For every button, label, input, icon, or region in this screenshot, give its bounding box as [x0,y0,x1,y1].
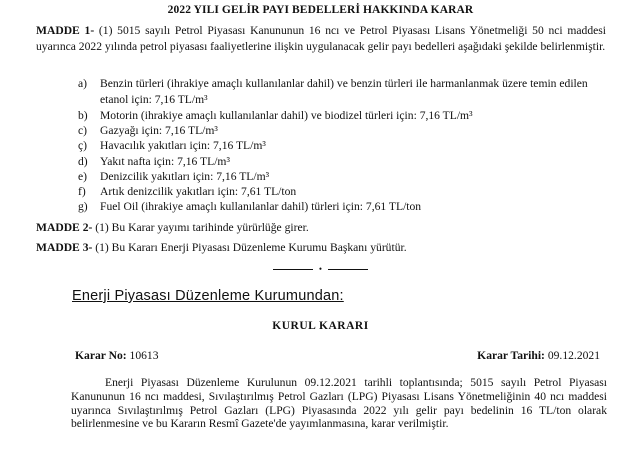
list-item-text: Havacılık yakıtları için: 7,16 TL/m³ [100,139,266,153]
karar-tarihi-value: 09.12.2021 [547,349,600,362]
separator-dot: • [318,264,323,275]
karar-no-label: Karar No: [75,349,127,362]
list-item [78,123,606,138]
list-item [78,154,606,169]
list-item-text: Fuel Oil (ihrakiye amaçlı kullanılanlar dahil) türleri için: 7,61 TL/ton [100,200,422,214]
list-item [78,108,606,123]
document-title: 2022 YILI GELİR PAYI BEDELLERİ HAKKINDA KARAR [167,4,474,16]
madde-3-paragraph [36,240,606,256]
madde-1-paragraph [36,23,606,54]
karar-tarihi-label: Karar Tarihi: [477,349,545,362]
kurul-karari-title: KURUL KARARI [272,320,369,332]
madde-3-label: MADDE 3- [36,241,93,254]
institution-heading: Enerji Piyasası Düzenleme Kurumundan: [72,288,344,304]
list-item-text: Denizcilik yakıtları için: 7,16 TL/m³ [100,169,270,183]
karar-no-value: 10613 [129,349,159,362]
list-item-text: Motorin (ihrakiye amaçlı kullanılanlar dahil) ve biodizel türleri için: 7,16 TL/m³ [100,109,473,122]
fee-list [78,76,606,214]
list-item-marker: d) [78,154,88,168]
karar-no [75,349,159,362]
kurul-karari-body [71,376,607,431]
madde-2-text: (1) Bu Karar yayımı tarihinde yürürlüğe girer. [95,221,309,234]
list-item-text: Gazyağı için: 7,16 TL/m³ [100,124,218,138]
list-item-marker: ç) [78,139,88,153]
madde-2-label: MADDE 2- [36,221,93,234]
madde-1-label: MADDE 1- [36,24,95,37]
madde-1-text: (1) 5015 sayılı Petrol Piyasası Kanununun 16 ncı ve Petrol Piyasası Lisans Yönetmeliği 50 nci maddesi uyarınca 2022 yılında petrol piyasası faaliyetlerine ilişkin uygulanacak gelir payı bedelleri aşağıdaki şekilde belirlenmiştir. [36,24,606,53]
list-item [78,76,606,108]
list-item [78,169,606,184]
list-item-marker: e) [78,169,88,183]
list-item-marker: a) [78,77,88,90]
madde-2-paragraph [36,220,606,236]
list-item-text: Yakıt nafta için: 7,16 TL/m³ [100,154,230,168]
separator-line-left [273,269,313,270]
list-item [78,138,606,153]
madde-3-text: (1) Bu Kararı Enerji Piyasası Düzenleme Kurumu Başkanı yürütür. [95,241,407,254]
karar-info-row [75,349,600,362]
list-item-marker: b) [78,109,88,122]
list-item [78,184,606,199]
list-item-marker: f) [78,185,86,199]
list-item [78,199,606,214]
list-item-marker: g) [78,200,88,214]
kurul-karari-body-text: Enerji Piyasası Düzenleme Kurulunun 09.12.2021 tarihli toplantısında; 5015 sayılı Petrol Piyasası Kanununun 16 ncı maddesi, Sıvılaştırılmış Petrol Gazları (LPG) Piyasası Lisans Yönetmeliğinin 40 ncı maddesi uyarınca Sıvılaştırılmış Petrol Gazları (LPG) Piyasasında 2022 yılı gelir payı bedelinin 16 TL/ton olarak belirlenmesine ve bu Kararın Resmî Gazete'de yayımlanmasına, karar verilmiştir. [71,376,607,431]
separator-line-right [328,269,368,270]
karar-tarihi [477,349,600,362]
list-item-text: Artık denizcilik yakıtları için: 7,61 TL/ton [100,185,297,199]
list-item-marker: c) [78,124,88,138]
section-separator [0,263,641,275]
list-item-text: Benzin türleri (ihrakiye amaçlı kullanılanlar dahil) ve benzin türleri ile harmanlanmak üzere temin edilen etanol için: 7,16 TL/m³ [100,77,588,106]
